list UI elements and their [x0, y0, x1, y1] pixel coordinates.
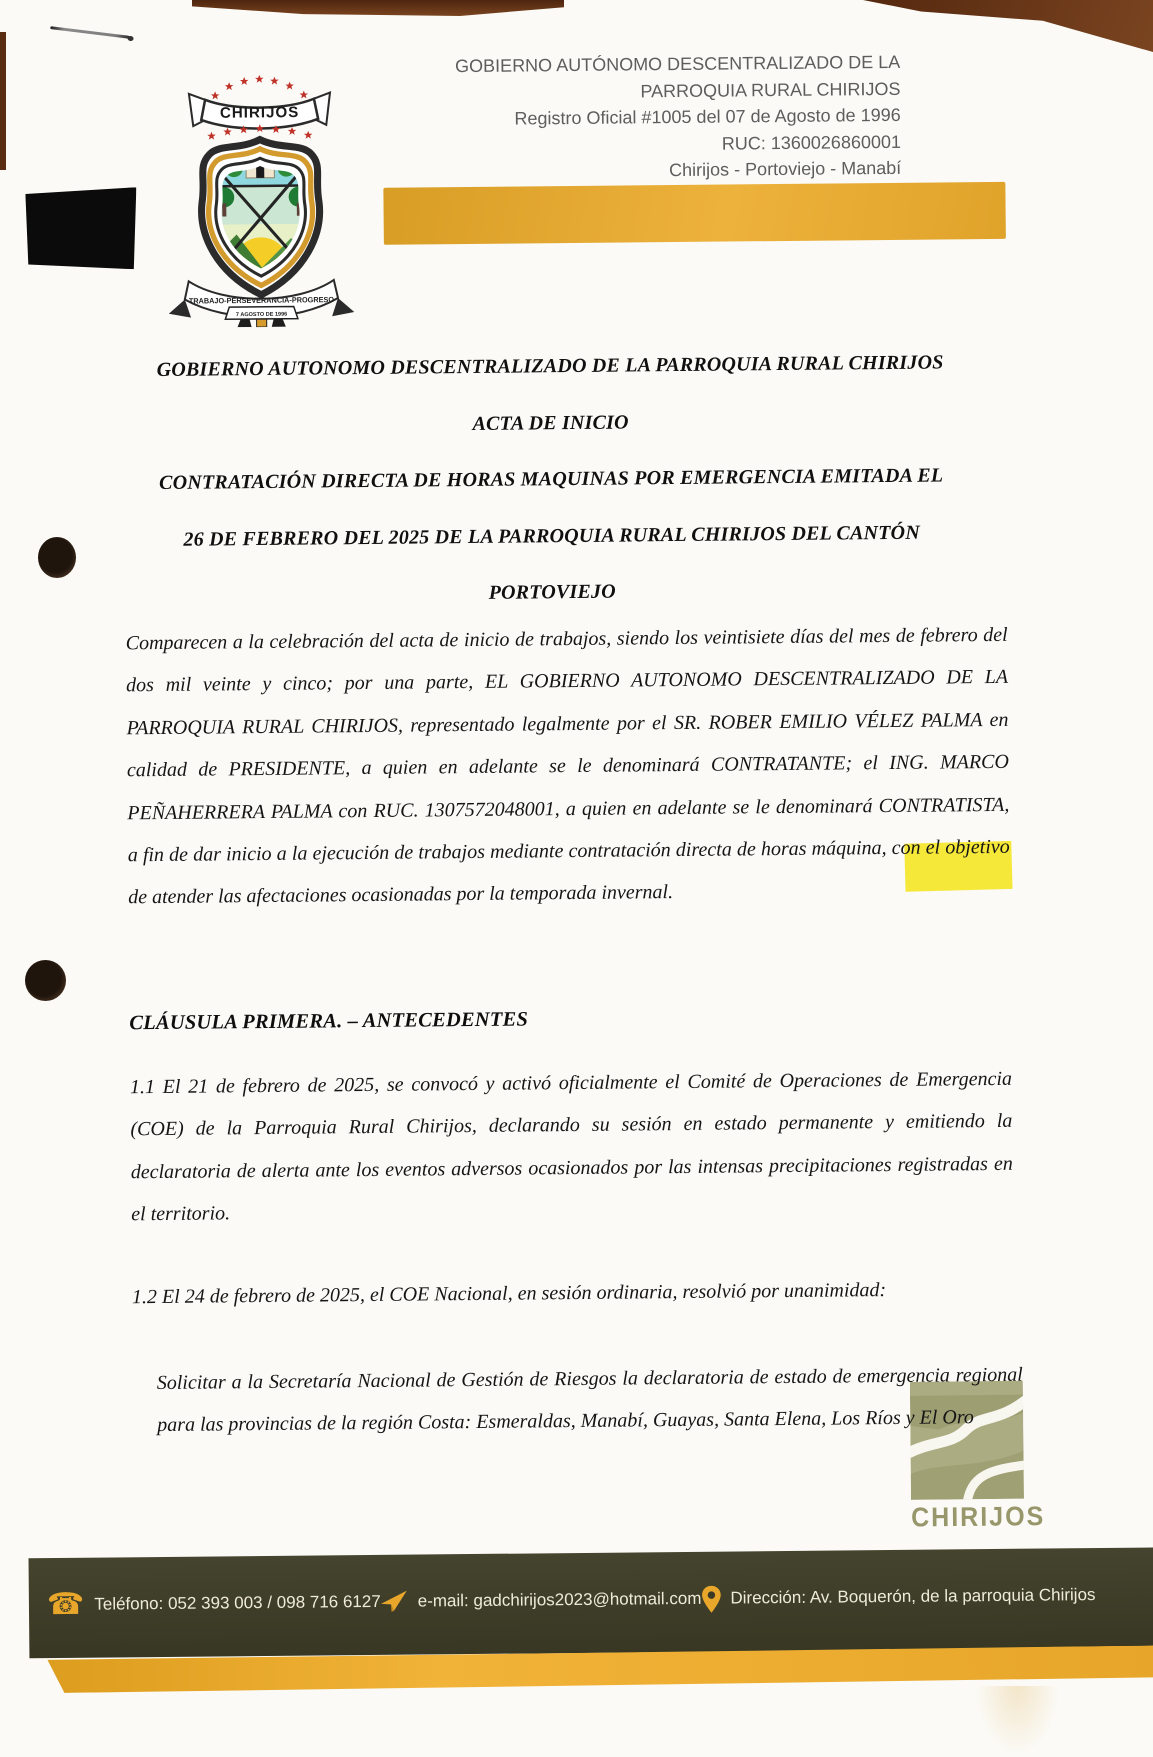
footer-address-text: Dirección: Av. Boquerón, de la parroquia Chirijos [730, 1585, 1096, 1608]
letterhead-org-line2: PARROQUIA RURAL CHIRIJOS [640, 78, 901, 101]
opening-paragraph: Comparecen a la celebración del acta de inicio de trabajos, siendo los veintisiete días del mes de febrero del dos mil veinte y cinco; por una parte, EL GOBIERNO AUTONOMO DESCENTRALIZADO DE LA PARROQUIA RURAL CHIRIJOS, representado legalmente por el SR. ROBER EMILIO VÉLEZ PALMA en calidad de PRESIDENTE, a quien en adelante se le denominará CONTRATANTE; el ING. MARCO PEÑAHERRERA PALMA con RUC. 1307572048001, a quien en adelante se le denominará CONTRATISTA, a fin de dar inicio a la ejecución de trabajos mediante contratación directa de horas máquina, con el objetivo de atender las afectaciones ocasionadas por la temporada invernal. [125, 623, 1010, 909]
footer-phone-text: Teléfono: 052 393 003 / 098 716 6127 [94, 1591, 381, 1614]
footer-contact-row [46, 1581, 1096, 1623]
title-line-1: GOBIERNO AUTONOMO DESCENTRALIZADO DE LA PARROQUIA RURAL CHIRIJOS [156, 351, 944, 382]
crest-motto-text: TRABAJO-PERSEVERANCIA-PROGRESO [188, 295, 340, 306]
black-redaction-block [25, 187, 137, 270]
crest-date-ribbon [225, 306, 298, 327]
clause-one-heading: CLÁUSULA PRIMERA. – ANTECEDENTES [129, 1008, 529, 1035]
footer-contact-bar [29, 1547, 1153, 1658]
letterhead-ubicacion: Chirijos - Portoviejo - Manabí [669, 157, 902, 181]
resolution-quote-block: Solicitar a la Secretaría Nacional de Gestión de Riesgos la declaratoria de estado de emergencia regional para las provincias de la región Costa: Esmeraldas, Manabí, Guayas, Santa Elena, Los Ríos y El Oro [156, 1363, 1023, 1437]
location-pin-icon [701, 1585, 720, 1612]
title-line-5: PORTOVIEJO [488, 580, 616, 604]
clause-item-1-2: 1.2 El 24 de febrero de 2025, el COE Nacional, en sesión ordinaria, resolvió por unanimidad: [131, 1279, 887, 1309]
letterhead-text-block [422, 49, 901, 186]
crest-date-text: 7 AGOSTO DE 1996 [235, 311, 288, 319]
footer-address-item [701, 1582, 1095, 1613]
crest-name-banner [189, 93, 330, 130]
title-line-4: 26 DE FEBRERO DEL 2025 DE LA PARROQUIA RURAL CHIRIJOS DEL CANTÓN [183, 521, 921, 551]
crest-name-text: CHIRIJOS [219, 104, 300, 122]
document-title-block [105, 334, 998, 625]
phone-icon: ☎ [46, 1586, 85, 1623]
clause-item-1-1: 1.1 El 21 de febrero de 2025, se convocó y activó oficialmente el Comité de Operaciones de Emergencia (COE) de la Parroquia Rural Chirijos, declarando su sesión en estado permanente y emitiendo la declaratoria de alerta ante los eventos adversos ocasionados por las intensas precipitaciones registradas en el territorio. [129, 1067, 1013, 1226]
watermark-logo-wordmark: CHIRIJOS [911, 1501, 1046, 1533]
title-line-3: CONTRATACIÓN DIRECTA DE HORAS MAQUINAS POR EMERGENCIA EMITADA EL [159, 464, 944, 494]
letterhead-registro: Registro Oficial #1005 del 07 de Agosto de 1996 [514, 104, 901, 129]
letterhead-ruc: RUC: 1360026860001 [721, 131, 902, 154]
letterhead-org-line1: GOBIERNO AUTÓNOMO DESCENTRALIZADO DE LA [455, 51, 901, 77]
paper-plane-icon [381, 1591, 408, 1613]
footer-email-text: e-mail: gadchirijos2023@hotmail.com [417, 1588, 702, 1611]
title-line-2: ACTA DE INICIO [472, 410, 629, 435]
chirijos-coat-of-arms [152, 64, 369, 328]
footer-email-item [381, 1588, 702, 1613]
header-gold-bar [383, 182, 1006, 245]
crest-stars-arc [211, 74, 308, 99]
footer-phone-item [46, 1586, 381, 1623]
